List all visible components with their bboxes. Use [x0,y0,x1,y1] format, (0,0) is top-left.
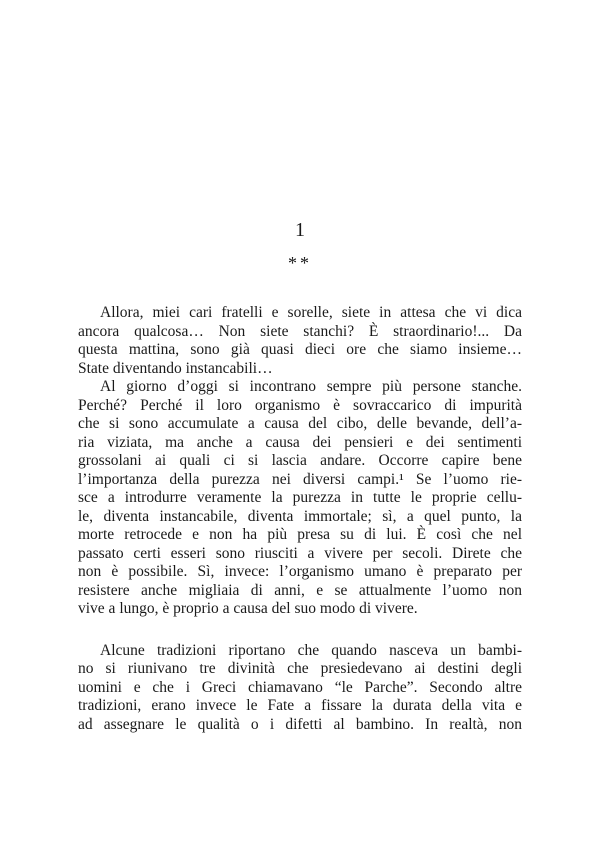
text-line: ad assegnare le qualità o i difetti al bambino. In realtà, non [78,715,522,733]
text-line: Perché? Perché il loro organismo è sovraccarico di impurità [78,396,522,414]
chapter-number: 1 [295,219,305,241]
text-line: ancora qualcosa… Non siete stanchi? È straordinario!... Da [78,322,522,340]
text-body [78,304,522,734]
text-line: grossolani ai quali ci si lascia andare. Occorre capire bene [78,452,522,469]
text-line: sce a introdurre veramente la purezza in tutte le proprie cellu- [78,489,522,506]
paragraph [78,378,522,619]
text-line: State diventando instancabili… [78,359,273,377]
text-line: passato certi esseri sono riusciti a vivere per secoli. Direte che [78,544,522,562]
text-line: non è possibile. Sì, invece: l’organismo umano è preparato per [78,563,522,580]
text-line: no si riunivano tre divinità che presiedevano ai destini degli [78,660,522,677]
text-line: morte retrocede e non ha più presa su di lui. È così che nel [78,526,522,543]
text-line: Allora, miei cari fratelli e sorelle, siete in attesa che vi dica [100,304,522,321]
text-line: questa mattina, sono già quasi dieci ore che siamo insieme… [78,341,522,358]
text-line: Alcune tradizioni riportano che quando nasceva un bambi- [100,641,522,659]
text-line: l’importanza della purezza nei diversi campi.¹ Se l’uomo rie- [78,470,522,488]
text-line: resistere anche migliaia di anni, e se attualmente l’uomo non [78,581,522,599]
text-line: vive a lungo, è proprio a causa del suo modo di vivere. [78,600,418,617]
paragraph [78,304,522,378]
text-line: tradizioni, erano invece le Fate a fissare la durata della vita e [78,697,522,714]
text-line: le, diventa instancabile, diventa immortale; sì, a quel punto, la [78,507,522,525]
text-line: Al giorno d’oggi si incontrano sempre più persone stanche. [100,378,522,395]
text-line: che si sono accumulate a causa del cibo, delle bevande, dell’a- [78,415,522,432]
text-line: uomini e che i Greci chiamavano “le Parche”. Secondo altre [78,678,522,696]
text-line: ria viziata, ma anche a causa dei pensieri e dei sentimenti [78,433,522,451]
section-marker: ** [288,253,312,273]
paragraph [78,642,522,735]
